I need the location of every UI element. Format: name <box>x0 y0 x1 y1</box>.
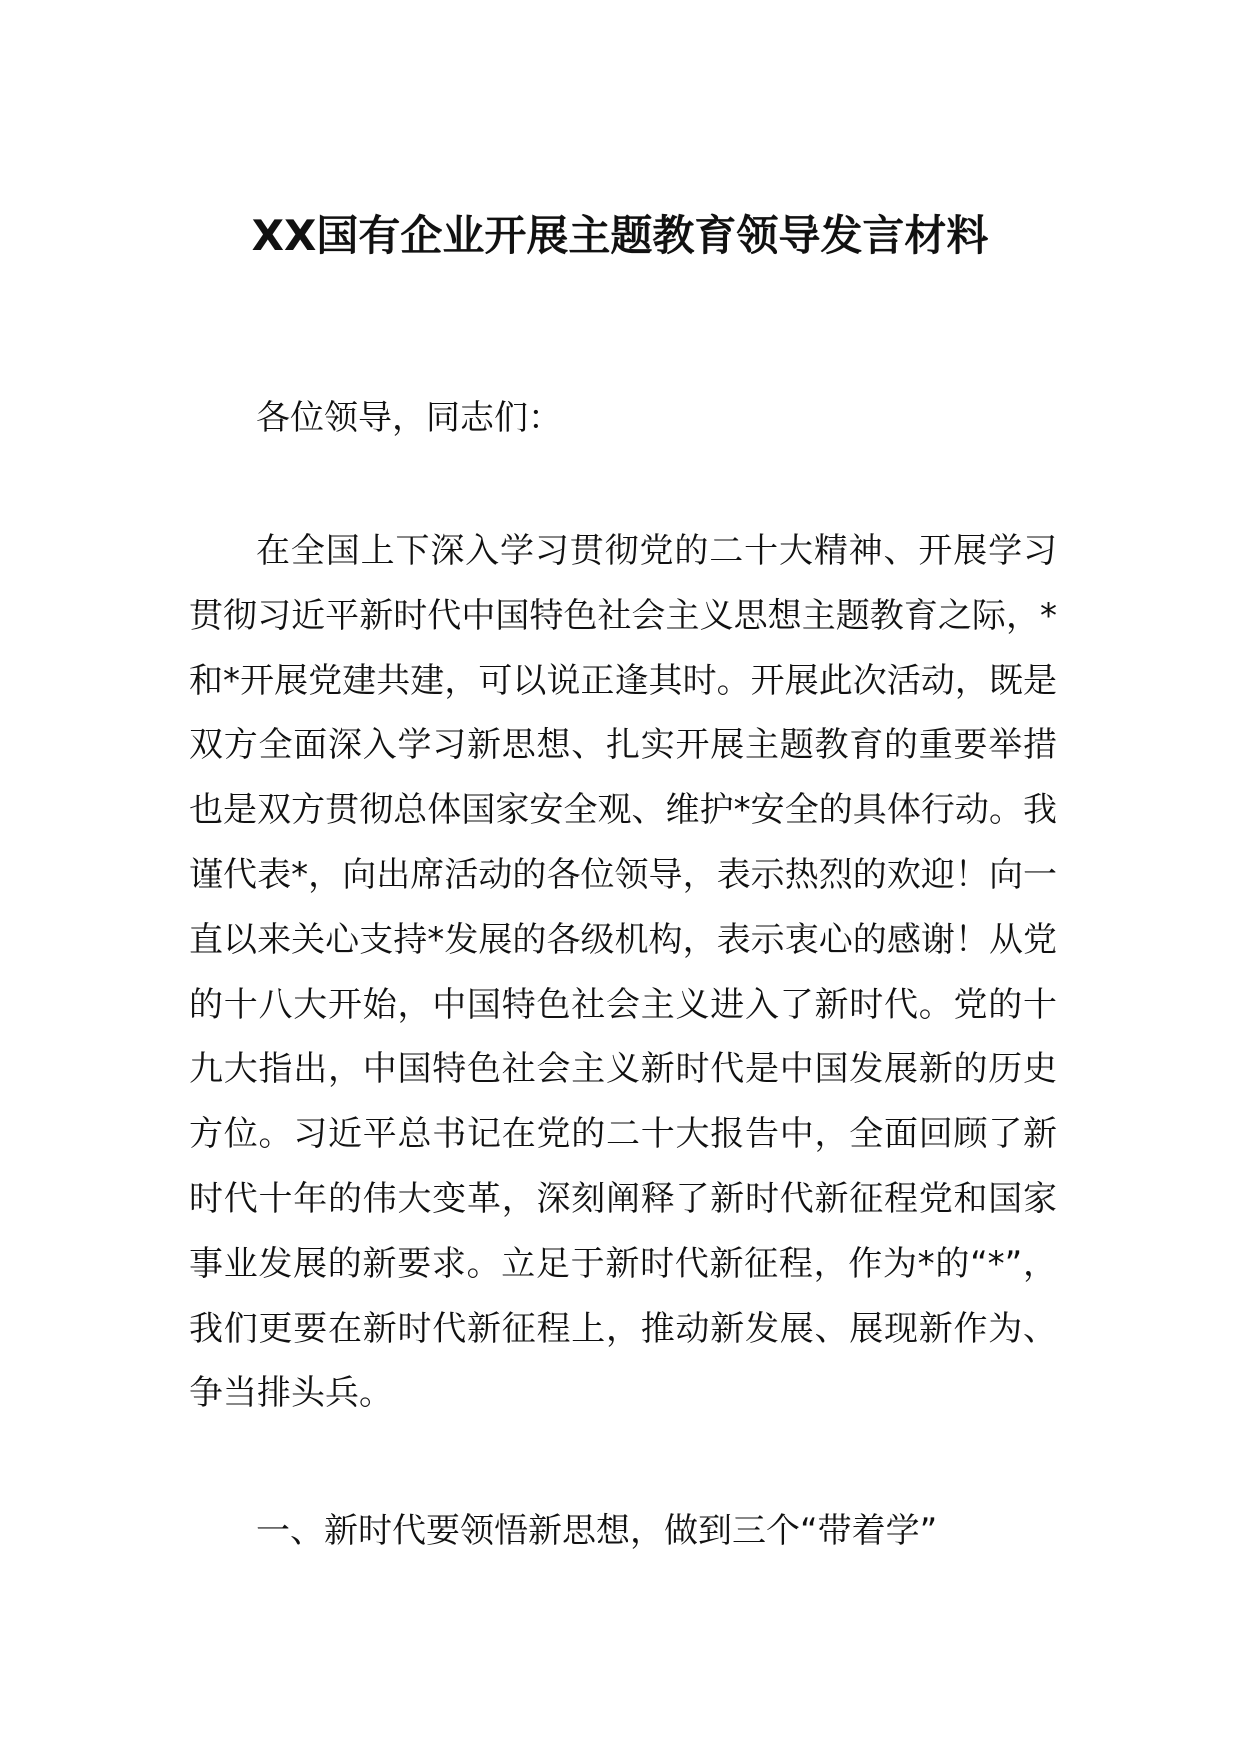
paragraph-line: 也是双方贯彻总体国家安全观、维护*安全的具体行动。我 <box>189 790 1057 831</box>
paragraph-line: 在全国上下深入学习贯彻党的二十大精神、开展学习 <box>256 531 1057 571</box>
paragraph-line: 贯彻习近平新时代中国特色社会主义思想主题教育之际，* <box>189 595 1057 636</box>
paragraph-line: 谨代表*，向出席活动的各位领导，表示热烈的欢迎！向一 <box>189 854 1057 895</box>
opening-paragraph <box>189 528 1057 1435</box>
salutation: 各位领导，同志们： <box>256 398 562 438</box>
section-heading: 一、新时代要领悟新思想，做到三个“带着学” <box>256 1511 938 1551</box>
paragraph-line: 争当排头兵。 <box>189 1373 393 1414</box>
paragraph-line: 方位。习近平总书记在党的二十大报告中，全面回顾了新 <box>189 1114 1057 1155</box>
paragraph-line: 直以来关心支持*发展的各级机构，表示衷心的感谢！从党 <box>189 919 1057 960</box>
document-title: XX国有企业开展主题教育领导发言材料 <box>251 211 989 260</box>
paragraph-line: 事业发展的新要求。立足于新时代新征程，作为*的“*”， <box>189 1243 1057 1284</box>
paragraph-line: 我们更要在新时代新征程上，推动新发展、展现新作为、 <box>189 1308 1057 1349</box>
paragraph-line: 双方全面深入学习新思想、扎实开展主题教育的重要举措 <box>189 725 1057 766</box>
paragraph-line: 的十八大开始，中国特色社会主义进入了新时代。党的十 <box>189 984 1057 1025</box>
paragraph-line: 时代十年的伟大变革，深刻阐释了新时代新征程党和国家 <box>189 1178 1057 1219</box>
paragraph-line: 九大指出，中国特色社会主义新时代是中国发展新的历史 <box>189 1049 1057 1090</box>
paragraph-line: 和*开展党建共建，可以说正逢其时。开展此次活动，既是 <box>189 660 1057 701</box>
